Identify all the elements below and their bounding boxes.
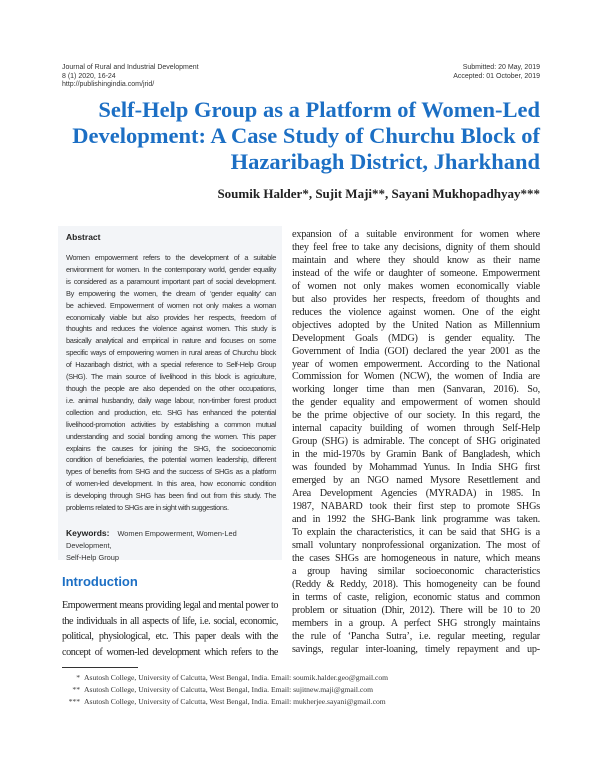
text-line: maintain and where they should know as their name	[292, 254, 540, 266]
keywords-line: Women Empowerment, Women-Led Development,	[66, 529, 237, 550]
text-line: savings, regular inter-loaning, timely repayment and up-	[292, 643, 540, 655]
text-line: is developing through SHG has been find out from this study. The	[66, 491, 276, 501]
text-line: be achieved. Empowerment of women not only makes a woman	[66, 300, 276, 310]
text-line: Empowerment means providing legal and mental power to	[62, 600, 278, 611]
text-line: the individuals in all aspects of life, i.e. social, economic,	[62, 615, 278, 627]
journal-name: Journal of Rural and Industrial Development	[62, 64, 199, 71]
footnote-mark: **	[72, 685, 80, 694]
text-line: Development Goals (MDG) is gender equality. The	[292, 332, 540, 344]
text-line: and in 1992 the SHG-Bank link programme was taken.	[292, 513, 540, 525]
text-line: Women empowerment refers to the development of a suitable	[66, 253, 276, 262]
journal-volume: 8 (1) 2020, 16-24	[62, 72, 116, 80]
footnote-text: Asutosh College, University of Calcutta, West Bengal, India. Email: mukherjee.sayani@gmail.com	[84, 697, 386, 706]
text-line: types of benefits from SHG and the success of SHGs as a platform	[66, 467, 276, 477]
text-line: (Reddy & Reddy, 2018). This homogeneity can be found	[292, 578, 540, 590]
keywords-label: Keywords:	[66, 528, 110, 538]
text-line: reduces the violence against women. One of the eight	[292, 306, 540, 318]
text-line: is considered as a paramount important part of social development.	[66, 276, 276, 286]
text-line: the gender equality and empowerment of women should	[292, 397, 540, 409]
footnote-text: Asutosh College, University of Calcutta, West Bengal, India. Email: sujitnew.maji@gmail.com	[84, 685, 373, 694]
text-line: concept of women-led development which refers to the	[62, 646, 278, 658]
text-line: of women not only makes women economically viable	[292, 280, 540, 292]
text-line: though the people are also depended on the other occupations,	[66, 383, 276, 393]
text-line: they feel free to take any decisions, dignity of them should	[292, 241, 540, 253]
text-line: collection and production, etc. SHG has enhanced the potential	[66, 407, 276, 417]
text-line: (SHG). The main source of livelihood in this block is agriculture,	[66, 372, 276, 382]
right-column-text	[292, 229, 540, 656]
text-line: of Hazaribagh district, with a special reference to Self-Help Group	[66, 360, 276, 370]
paper-title	[70, 97, 540, 175]
text-line: of women-led development. In this area, how economic condition	[66, 479, 276, 489]
text-line: condition of beneficiaries, the potential women leadership, different	[66, 455, 276, 465]
text-line: the rule of ‘Pancha Sutra’, i.e. regular meeting, regular	[292, 630, 540, 642]
text-line: 1987, NABARD took their first step to promote SHGs	[292, 501, 540, 513]
footnote	[62, 696, 388, 708]
introduction-text	[62, 598, 278, 660]
text-line: livelihood-promotion activities by establishing a common mutual	[66, 419, 276, 429]
text-line: in the mid-1970s by Gramin Bank of Bangladesh, which	[292, 449, 540, 461]
journal-url[interactable]: http://publishingindia.com/jrid/	[62, 81, 155, 88]
text-line: internal capacity building of women through Self-Help	[292, 423, 540, 435]
footnote	[62, 672, 388, 684]
text-line: To explain the characteristics, it can be said that SHG is a	[292, 526, 540, 538]
submission-dates	[453, 64, 540, 81]
text-line: Government of India (GOI) declared the year 2001 as the	[292, 345, 540, 357]
text-line: specific ways of empowering women in rural areas of Churchu block	[66, 348, 276, 358]
keywords	[66, 527, 280, 564]
text-line: the cases SHGs are homogeneous in nature, which means	[292, 552, 540, 564]
text-line: basically analytical and empirical in nature and focuses on some	[66, 336, 276, 346]
abstract-heading: Abstract	[66, 232, 101, 242]
text-line: in terms of caste, religion, economic status and common	[292, 591, 540, 603]
accepted-date: Accepted: 01 October, 2019	[453, 72, 540, 80]
text-line: objectives adopted by the United Nation as Millennium	[292, 319, 540, 331]
text-line: i.e. animal husbandry, daily wage labour, non-timber forest product	[66, 395, 276, 405]
text-line: economically viable but also provides her respects, freedom of	[66, 312, 276, 322]
text-line: expansion of a suitable environment for women where	[292, 229, 540, 240]
text-line: year of women empowerment. According to the National	[292, 358, 540, 370]
title-line: Development: A Case Study of Churchu Block of	[72, 123, 540, 148]
keywords-line: Self-Help Group	[66, 553, 119, 562]
footnotes	[62, 672, 388, 708]
text-line: be the prime objective of our society. In this regard, the	[292, 410, 540, 422]
title-line: Self-Help Group as a Platform of Women-Led	[98, 97, 540, 122]
footnote	[62, 684, 388, 696]
text-line: but also provides her respects, freedom of thoughts and	[292, 293, 540, 305]
submitted-date: Submitted: 20 May, 2019	[462, 64, 540, 71]
title-line: Hazaribagh District, Jharkhand	[230, 149, 540, 174]
footnote-mark: *	[76, 673, 80, 682]
abstract-text	[66, 252, 276, 514]
text-line: problems related to SHGs are in sight with suggestions.	[66, 503, 229, 513]
introduction-heading: Introduction	[62, 574, 138, 589]
text-line: Group (SHG) is admirable. The concept of SHG originated	[292, 436, 540, 448]
text-line: was founded by Mohammad Yunus. In India SHG first	[292, 462, 540, 474]
authors: Soumik Halder*, Sujit Maji**, Sayani Mukhopadhyay***	[217, 186, 540, 201]
text-line: instead of the wife or daughter of someone. Empowerment	[292, 267, 540, 279]
text-line: political, physiological, etc. This paper deals with the	[62, 631, 278, 642]
text-line: a group having similar socioeconomic characteristics	[292, 565, 540, 577]
text-line: By empowering the women, the dream of ‘gender equality’ can	[66, 288, 276, 298]
journal-info	[62, 64, 199, 90]
text-line: explains the causes for joining the SHG, the socioeconomic	[66, 443, 276, 453]
text-line: small voluntary nonprofessional organization. The most of	[292, 539, 540, 551]
footnote-mark: ***	[68, 697, 80, 706]
footnote-text: Asutosh College, University of Calcutta, West Bengal, India. Email: soumik.halder.geo@gmail.com	[84, 673, 389, 682]
footnote-rule	[62, 667, 138, 668]
text-line: members in a group. A perfect SHG strongly maintains	[292, 617, 540, 629]
text-line: thoughts and reduces the violence against women. This study is	[66, 324, 276, 334]
text-line: problem or situation (Dhir, 2012). There will be 10 to 20	[292, 604, 540, 616]
text-line: emerged by an NGO named Mysore Resettlement and	[292, 475, 540, 487]
text-line: environment for women. In the contemporary world, gender equality	[66, 264, 276, 274]
text-line: Commission for Women (NCW), the women of India are	[292, 371, 540, 383]
text-line: working longer time than men (Sanvaran, 2016). So,	[292, 384, 540, 396]
text-line: Area Development Agencies (MYRADA) in 1985. In	[292, 488, 540, 500]
text-line: understanding and social bonding among the women. This paper	[66, 431, 276, 441]
